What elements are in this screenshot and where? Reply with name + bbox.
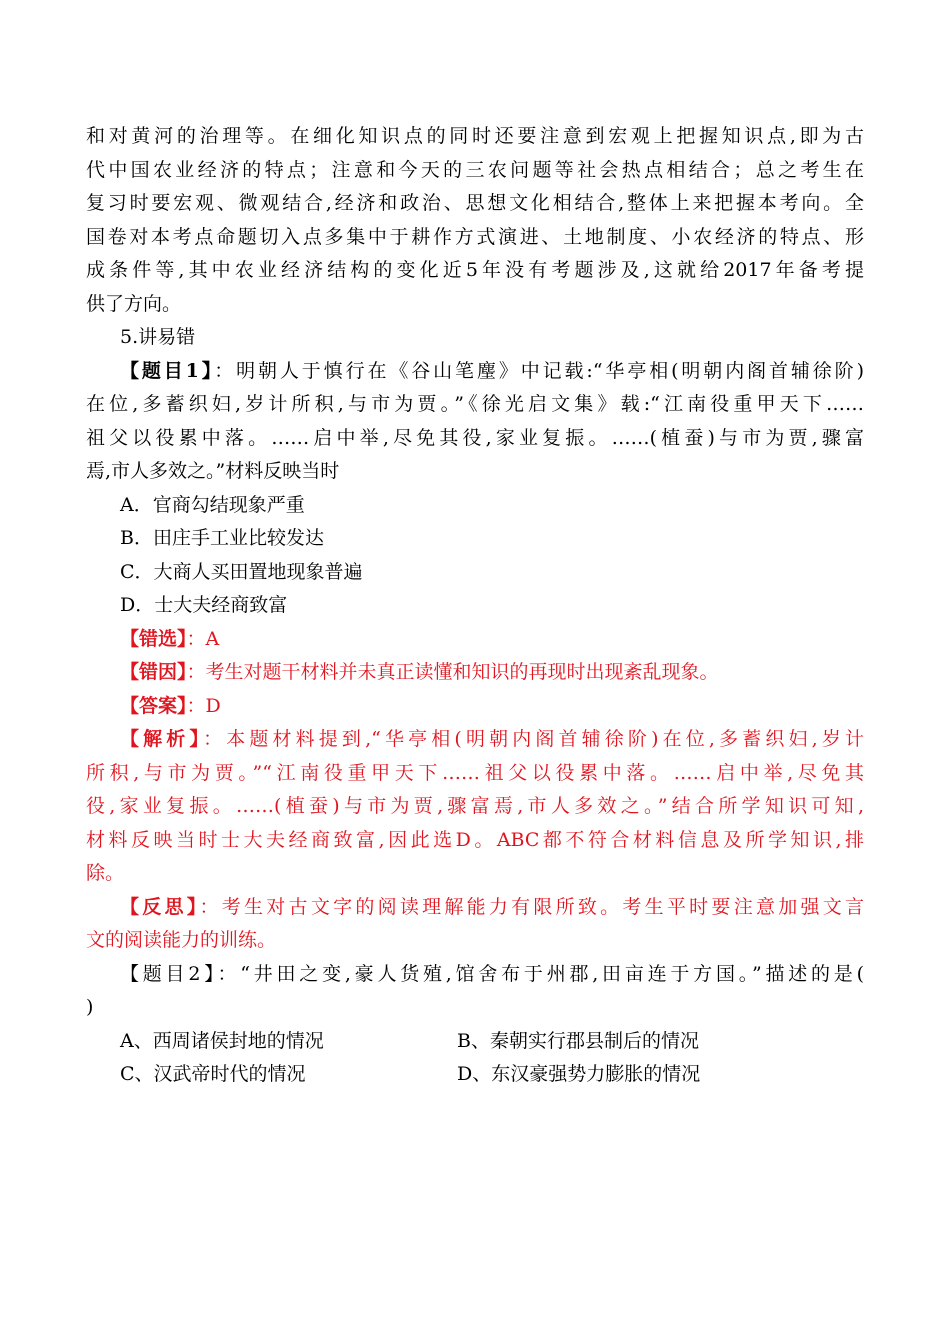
reflection-line — [86, 891, 864, 925]
question-2-option-c: C、汉武帝时代的情况 — [120, 1063, 306, 1085]
intro-line: 代中国农业经济的特点；注意和今天的三农问题等社会热点相结合；总之考生在 — [86, 158, 864, 181]
analysis-line: 除。 — [86, 862, 125, 884]
analysis-label: 【解析】 — [120, 728, 204, 750]
analysis-text: ：本题材料提到,“华亭相(明朝内阁首辅徐阶)在位,多蓄织妇,岁计 — [203, 728, 864, 750]
analysis-line: 所积,与市为贾。”“江南役重甲天下……祖父以役累中落。……启中举,尽免其 — [86, 761, 864, 784]
wrong-reason-line — [86, 656, 864, 690]
wrong-choice-value: ：A — [186, 627, 220, 650]
intro-paragraph — [86, 120, 864, 321]
reflection-label: 【反思】 — [120, 895, 200, 918]
answer-line — [86, 690, 864, 724]
question-1-stem-line: 在位,多蓄织妇,岁计所积,与市为贾。”《徐光启文集》载:“江南役重甲天下…… — [86, 393, 864, 415]
wrong-choice-line — [86, 623, 864, 657]
question-2-option-d: D、东汉豪强势力膨胀的情况 — [457, 1063, 701, 1085]
question-2-option-a: A、西周诸侯封地的情况 — [120, 1029, 324, 1052]
wrong-choice-label: 【错选】 — [120, 627, 187, 650]
wrong-reason-value: ：考生对题干材料并未真正读懂和知识的再现时出现紊乱现象。 — [186, 661, 719, 683]
wrong-reason-label: 【错因】 — [120, 661, 187, 683]
reflection-line: 文的阅读能力的训练。 — [86, 929, 277, 951]
question-1-stem-text: ：明朝人于慎行在《谷山笔麈》中记载:“华亭相(明朝内阁首辅徐阶) — [214, 359, 864, 382]
intro-line: 供了方向。 — [86, 292, 182, 315]
intro-line: 国卷对本考点命题切入点多集中于耕作方式演进、土地制度、小农经济的特点、形 — [86, 225, 864, 248]
analysis-line — [86, 723, 864, 757]
intro-line: 成条件等,其中农业经济结构的变化近5年没有考题涉及,这就给2017年备考提 — [86, 259, 864, 281]
document-page — [86, 120, 864, 1092]
question-2-stem-text: ：“井田之变,豪人货殖,馆舍布于州郡,田亩连于方国。”描述的是( — [217, 962, 864, 985]
intro-line: 复习时要宏观、微观结合,经济和政治、思想文化相结合,整体上来把握本考向。全 — [86, 192, 864, 214]
question-1-option-d: D．士大夫经商致富 — [120, 594, 288, 616]
question-1-tag: 【题目1】 — [120, 359, 215, 382]
question-1-stem-line — [86, 355, 864, 389]
answer-label: 【答案】 — [120, 694, 187, 717]
question-1-option-c: C．大商人买田置地现象普遍 — [120, 560, 363, 583]
question-2-stem-line — [86, 958, 864, 992]
question-2-options-row — [86, 1058, 864, 1092]
question-1-stem-line: 焉,市人多效之。”材料反映当时 — [86, 460, 340, 482]
section-heading: 5.讲易错 — [120, 326, 196, 348]
intro-line: 和对黄河的治理等。在细化知识点的同时还要注意到宏观上把握知识点,即为古 — [86, 125, 864, 147]
question-1-stem-line: 祖父以役累中落。……启中举,尽免其役,家业复振。……(植蚕)与市为贾,骤富 — [86, 426, 864, 449]
question-1-option-a: A．官商勾结现象严重 — [120, 493, 305, 516]
question-2-stem-line: ) — [86, 996, 94, 1018]
question-1 — [86, 355, 864, 958]
answer-value: ：D — [186, 694, 221, 717]
analysis-line: 役,家业复振。……(植蚕)与市为贾,骤富焉,市人多效之。”结合所学知识可知, — [86, 795, 864, 817]
question-2-options-row — [86, 1025, 864, 1059]
question-2-tag: 【题目2】 — [120, 962, 218, 985]
analysis-line: 材料反映当时士大夫经商致富,因此选D。ABC都不符合材料信息及所学知识,排 — [86, 828, 864, 851]
question-2 — [86, 958, 864, 1092]
question-2-option-b: B、秦朝实行郡县制后的情况 — [457, 1029, 699, 1052]
question-1-option-b: B．田庄手工业比较发达 — [120, 527, 324, 549]
reflection-text: ：考生对古文字的阅读理解能力有限所致。考生平时要注意加强文言 — [199, 895, 864, 918]
